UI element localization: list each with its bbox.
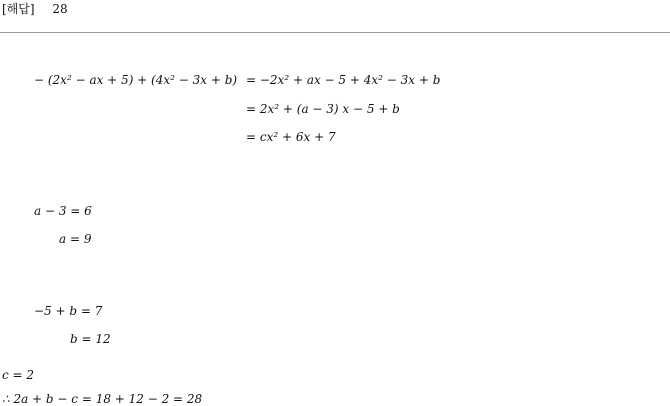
expansion-step-1: = −2x² + ax − 5 + 4x² − 3x + b	[246, 73, 441, 87]
expansion-step-2: = 2x² + (a − 3) x − 5 + b	[246, 102, 400, 116]
answer-value: 28	[52, 2, 68, 16]
final-conclusion: ∴ 2a + b − c = 18 + 12 − 2 = 28	[2, 392, 203, 406]
b-equation: −5 + b = 7	[34, 304, 103, 318]
answer-header	[2, 2, 68, 16]
b-result: b = 12	[70, 332, 111, 346]
a-equation: a − 3 = 6	[34, 204, 92, 218]
header-divider	[0, 32, 670, 33]
a-result: a = 9	[59, 232, 92, 246]
c-value: c = 2	[2, 368, 35, 382]
answer-label: [해답]	[2, 2, 35, 16]
expansion-step-3: = cx² + 6x + 7	[246, 130, 336, 144]
expansion-lhs: − (2x² − ax + 5) + (4x² − 3x + b)	[34, 73, 238, 87]
